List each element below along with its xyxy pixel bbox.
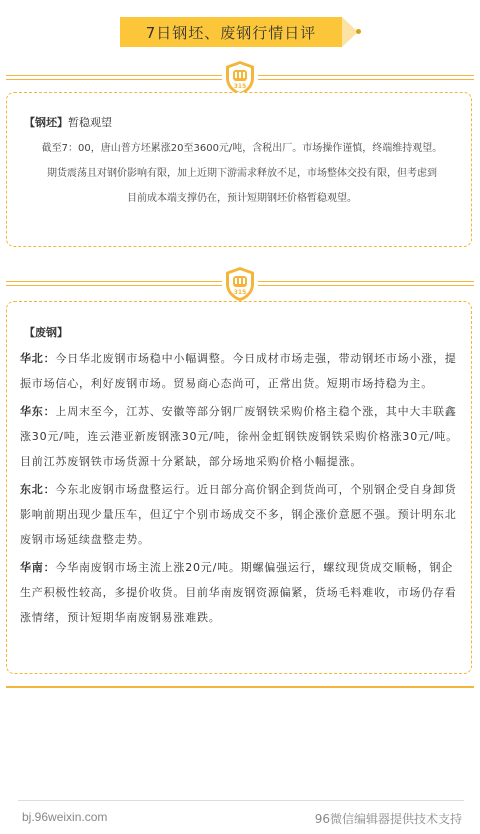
scrap-tag: 【废钢】 (24, 326, 68, 339)
scrap-heading (24, 324, 68, 340)
fist-315-badge-icon (222, 264, 258, 304)
region-text: 上周末至今，江苏、安徽等部分钢厂废钢铁采购价格主稳个涨，其中大丰联鑫涨30元/吨，连云港亚新废钢涨30元/吨，徐州金虹钢铁废钢铁采购价格涨30元/吨。目前江苏废钢铁市场货源十分紧缺，部分场地采购价格小幅提涨。 (20, 405, 458, 468)
footer-site-link[interactable]: bj.96weixin.com (22, 810, 108, 824)
footer-divider (18, 800, 464, 801)
region-label: 华南： (20, 561, 56, 574)
banner-dot (356, 29, 361, 34)
page-title: 7日钢坯、废钢行情日评 (120, 17, 342, 47)
region-text: 今东北废钢市场盘整运行。近日部分高价钢企到货尚可，个别钢企受自身卸货影响前期出现少量压车，但辽宁个别市场成交不多，钢企涨价意愿不强。预计明东北废钢市场延续盘整走势。 (20, 483, 457, 546)
region-text: 今华南废钢市场主流上涨20元/吨。期螺偏强运行，螺纹现货成交顺畅，钢企生产积极性较高，多提价收货。目前华南废钢资源偏紧，货场毛料难收，市场仍存看涨情绪，预计短期华南废钢易涨难跌。 (20, 561, 457, 624)
region-paragraph (20, 399, 464, 474)
region-paragraph (20, 346, 464, 396)
region-text: 今日华北废钢市场稳中小幅调整。今日成材市场走强，带动钢坯市场小涨，提振市场信心，利好废钢市场。贸易商心态尚可，正常出货。短期市场持稳为主。 (20, 352, 457, 390)
svg-text:315: 315 (233, 289, 247, 296)
region-paragraph (20, 555, 464, 630)
bottom-rule (6, 686, 474, 688)
billet-card (6, 92, 472, 247)
region-label: 华北： (20, 352, 56, 365)
billet-heading (24, 114, 112, 130)
footer-credit: 96微信编辑器提供技术支持 (314, 812, 462, 826)
svg-text:315: 315 (233, 83, 247, 90)
region-paragraph (20, 477, 464, 552)
region-label: 华东： (20, 405, 56, 418)
scrap-body (20, 346, 464, 633)
billet-line: 截至7：00，唐山普方坯累涨20至3600元/吨，含税出厂。市场操作谨慎，终端维持观望。 (41, 143, 443, 154)
scrap-card (6, 301, 472, 674)
billet-body (27, 136, 457, 211)
billet-tag-suffix: 暂稳观望 (68, 116, 112, 129)
region-label: 东北： (20, 483, 56, 496)
billet-line: 期货震荡且对钢价影响有限，加上近期下游需求释放不足，市场整体交投有限，但考虑到 (47, 168, 437, 179)
section-divider (6, 264, 474, 304)
billet-line: 目前成本端支撑仍在，预计短期钢坯价格暂稳观望。 (127, 193, 357, 204)
title-banner (0, 0, 480, 64)
billet-tag: 【钢坯】 (24, 116, 68, 129)
